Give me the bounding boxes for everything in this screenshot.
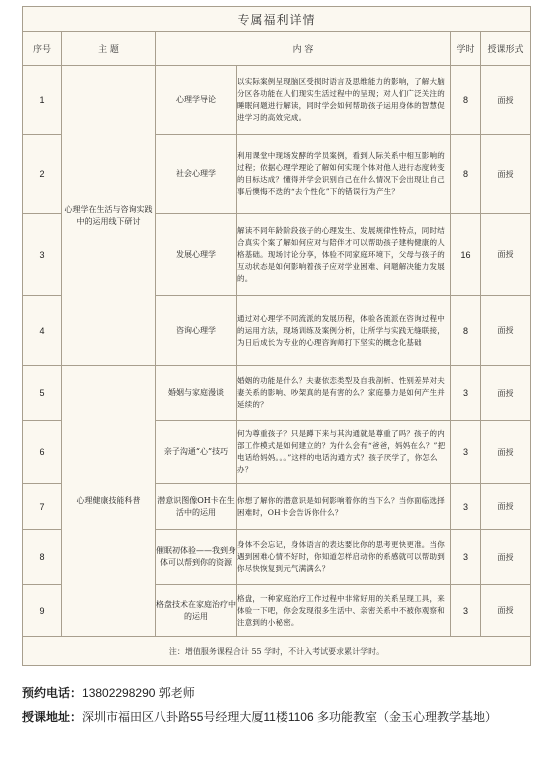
course-form: 面授 [481, 135, 531, 214]
course-content: 婚姻的功能是什么？夫妻依恋类型及自我剖析、性别差异对夫妻关系的影响、吵架真的是有害的么？家庭暴力是如何产生并延续的？ [237, 366, 451, 421]
course-form: 面授 [481, 484, 531, 530]
course-content: 通过对心理学不同流派的发展历程，体验各流派在咨询过程中的运用方法，现场训练及案例分析，让所学与实践无缝联接，为日后成长为专业的心理咨询师打下坚实的概念化基础 [237, 296, 451, 366]
course-subject: 心理学导论 [156, 66, 237, 135]
row-number: 3 [23, 214, 62, 296]
course-content: 解读不同年龄阶段孩子的心理发生、发展规律性特点，同时结合真实个案了解如何应对与陪伴才可以帮助孩子建构健康的人格基础。现场讨论分享，体验不同家庭环境下，父母与孩子的互动状态是如何影响着孩子应对学业困难、问题解决能力发展的。 [237, 214, 451, 296]
header-no: 序号 [23, 32, 62, 66]
course-hours: 16 [451, 214, 481, 296]
header-hours: 学时 [451, 32, 481, 66]
course-hours: 8 [451, 66, 481, 135]
address-label: 授课地址： [22, 710, 83, 724]
course-subject: 社会心理学 [156, 135, 237, 214]
course-subject: 发展心理学 [156, 214, 237, 296]
table-note: 注：增值服务课程合计 55 学时，不计入考试要求累计学时。 [23, 637, 531, 666]
row-number: 6 [23, 421, 62, 484]
benefits-document [22, 6, 530, 666]
address-line [22, 707, 532, 727]
booking-phone-line [22, 683, 532, 703]
course-subject: 亲子沟通“心”技巧 [156, 421, 237, 484]
theme-group-psychology: 心理学在生活与咨询实践中的运用线下研讨 [62, 66, 156, 366]
table-header-row [23, 32, 531, 66]
course-subject: 咨询心理学 [156, 296, 237, 366]
course-subject: 催眠初体验——我到身体可以帮到你的资源 [156, 530, 237, 585]
course-content: 格盘，一种家庭治疗工作过程中非常好用的关系呈现工具，来体验一下吧，你会发现很多生活中、亲密关系中不被你观察和注意到的小秘密。 [237, 585, 451, 637]
table-title: 专属福利详情 [23, 7, 531, 32]
table-row [23, 66, 531, 135]
course-form: 面授 [481, 296, 531, 366]
row-number: 4 [23, 296, 62, 366]
course-form: 面授 [481, 585, 531, 637]
booking-phone-label: 预约电话： [22, 686, 83, 700]
theme-group-skills: 心理健康技能科普 [62, 366, 156, 637]
course-form: 面授 [481, 530, 531, 585]
course-hours: 3 [451, 421, 481, 484]
course-form: 面授 [481, 66, 531, 135]
course-form: 面授 [481, 421, 531, 484]
row-number: 8 [23, 530, 62, 585]
course-subject: 婚姻与家庭漫谈 [156, 366, 237, 421]
header-theme: 主 题 [62, 32, 156, 66]
course-hours: 3 [451, 366, 481, 421]
address-value: 深圳市福田区八卦路55号经理大厦11楼1106 多功能教室（金玉心理教学基地） [82, 710, 497, 724]
course-subject: 格盘技术在家庭治疗中的运用 [156, 585, 237, 637]
row-number: 9 [23, 585, 62, 637]
course-hours: 3 [451, 585, 481, 637]
row-number: 5 [23, 366, 62, 421]
course-content: 身体不会忘记，身体语言的表达要比你的思考更快更准。当你遇到困难心情不好时，你知道怎样启动你的系感就可以帮助到你尽快恢复到元气满满么？ [237, 530, 451, 585]
course-hours: 8 [451, 135, 481, 214]
course-hours: 3 [451, 530, 481, 585]
course-content: 何为尊重孩子？只是蹲下来与其沟通就是尊重了吗？孩子的内部工作模式是如何建立的？为什么会有“爸爸，妈妈在么？”把电话给妈妈。。。”这样的电话沟通方式？孩子厌学了，你怎么办？ [237, 421, 451, 484]
row-number: 1 [23, 66, 62, 135]
course-subject: 潜意识图像OH卡在生活中的运用 [156, 484, 237, 530]
course-table [22, 6, 531, 666]
header-form: 授课形式 [481, 32, 531, 66]
course-hours: 3 [451, 484, 481, 530]
course-content: 以实际案例呈现脑区受损时语言及思维能力的影响，了解大脑分区各功能在人们现实生活过程中的呈现；对人们广泛关注的睡眠问题进行解读，同时学会如何帮助孩子运用身体的智慧促进学习的高效完成。 [237, 66, 451, 135]
booking-phone-value: 13802298290 郭老师 [82, 686, 195, 700]
course-hours: 8 [451, 296, 481, 366]
course-form: 面授 [481, 366, 531, 421]
row-number: 7 [23, 484, 62, 530]
course-content: 你想了解你的潜意识是如何影响着你的当下么？当你面临选择困难时，OH卡会告诉你什么？ [237, 484, 451, 530]
row-number: 2 [23, 135, 62, 214]
header-content: 内 容 [156, 32, 451, 66]
course-form: 面授 [481, 214, 531, 296]
course-content: 利用课堂中现场发酵的学员案例，看到人际关系中相互影响的过程；依据心理学理论了解如何实现个体对他人进行态度转变的目标达成？懂得并学会识别自己在什么情况下会出现让自己事后懊悔不迭的“去个性化”下的错误行为产生？ [237, 135, 451, 214]
table-row [23, 366, 531, 421]
